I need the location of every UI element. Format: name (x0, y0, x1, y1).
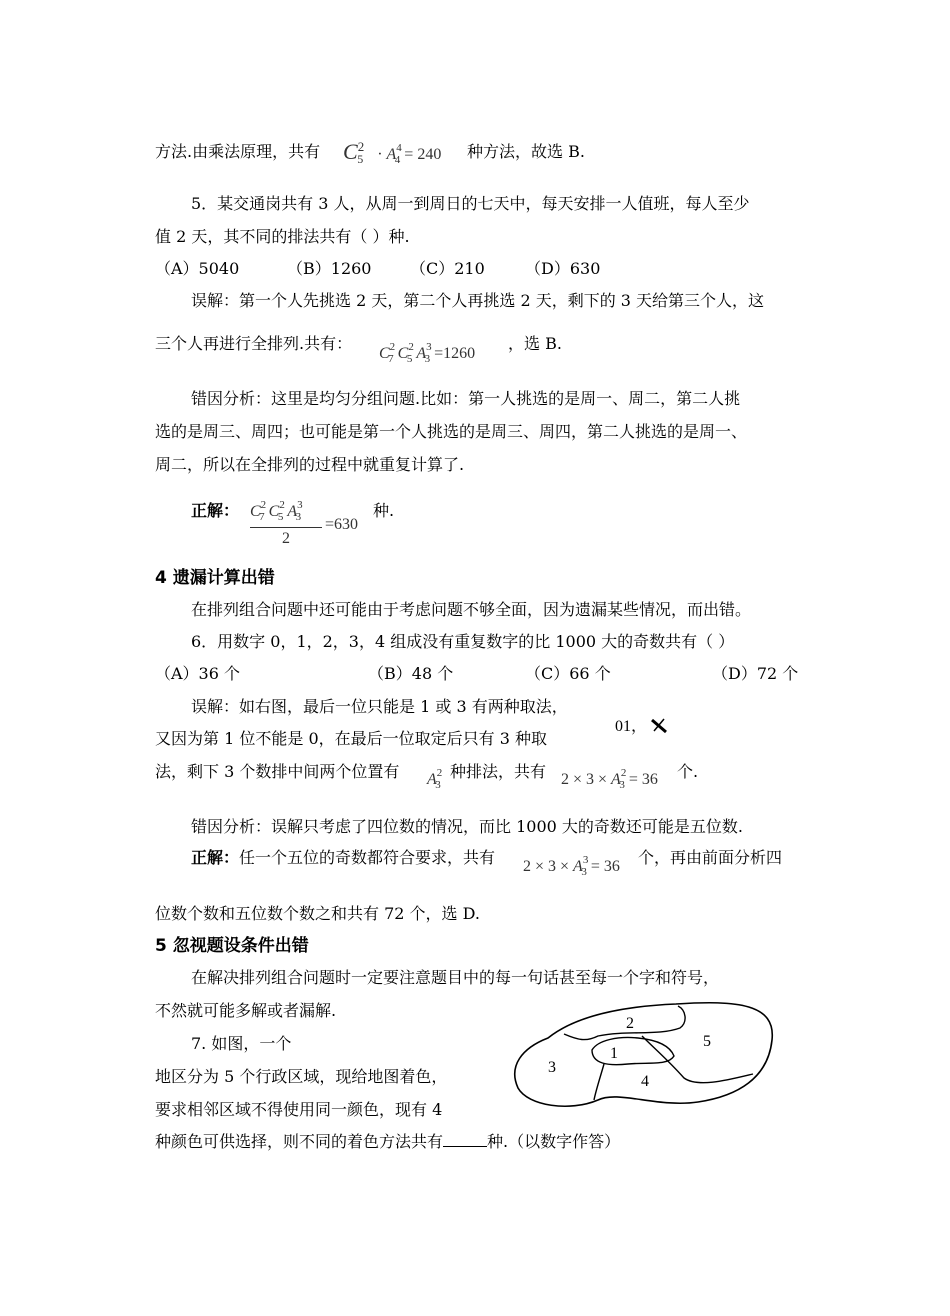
option-d: （D）72 个 (712, 664, 799, 683)
section-5-para-line2: 不然就可能多解或者漏解. (155, 1001, 337, 1020)
paragraph-text: 种颜色可供选择，则不同的着色方法共有 (155, 1132, 444, 1151)
formula-part: 2 × 3 × (561, 771, 608, 788)
section-5-title: 5 忽视题设条件出错 (155, 936, 309, 956)
region-label-3: 3 (548, 1059, 556, 1076)
error-analysis-line2: 选的是周三、周四；也可能是第一个人挑选的是周三、周四，第二人挑选的是周一、 (155, 422, 748, 441)
error-analysis-line1: 错因分析：这里是均匀分组问题.比如：第一人挑选的是周一、周二，第二人挑 (191, 389, 741, 408)
option-a: （A）36 个 (155, 664, 241, 683)
question-5-line1: 5．某交通岗共有 3 人，从周一到周日的七天中，每天安排一人值班，每人至少 (191, 194, 750, 213)
section-5-para-line1: 在解决排列组合问题时一定要注意题目中的每一句话甚至每一个字和符号， (191, 968, 720, 987)
pencil-figure-icon (648, 716, 672, 736)
correct-solution-label: 正解： (191, 501, 240, 520)
paragraph-text: 种.（以数字作答） (487, 1132, 621, 1151)
text-line: 个，再由前面分析四 (638, 848, 783, 867)
option-b: （B）1260 (287, 259, 372, 278)
text-line (155, 142, 320, 162)
formula: $C^2_7$ $C^2_5$ $A^3_3 =1260$ (379, 341, 476, 365)
map-outline (515, 1003, 773, 1106)
formula: $2 \times 3 \times A^3_3 = 36$ (523, 854, 620, 878)
wrong-solution-line1: 误解：如右图，最后一位只能是 1 或 3 有两种取法， (191, 697, 568, 716)
correct-solution-label: 正解： (191, 848, 240, 867)
option-c: （C）210 (410, 259, 485, 278)
text-line: 种排法，共有 (450, 762, 547, 781)
paragraph-text: 方法.由乘法原理，共有 (155, 142, 321, 161)
wrong-solution-line1: 误解：第一个人先挑选 2 天，第二个人再挑选 2 天，剩下的 3 天给第三个人，这 (191, 291, 765, 310)
question-7-line4 (155, 1132, 620, 1152)
text-line (467, 142, 585, 162)
question-5-line2: 值 2 天，其不同的排法共有（ ）种. (155, 227, 410, 246)
wrong-solution-line3-text: 法，剩下 3 个数排中间两个位置有 (155, 762, 400, 781)
option-a: （A）5040 (155, 259, 240, 278)
region-label-4: 4 (641, 1073, 649, 1090)
region-boundary (594, 1064, 604, 1100)
wrong-solution-line2-text: 三个人再进行全排列.共有： (155, 334, 353, 353)
question-7-line2: 地区分为 5 个行政区域，现给地图着色， (155, 1067, 448, 1086)
question-6: 6．用数字 0，1，2，3，4 组成没有重复数字的比 1000 大的奇数共有（ ） (191, 632, 735, 651)
text-line: 个. (677, 762, 699, 781)
question-7-line3: 要求相邻区域不得使用同一颜色，现有 4 (155, 1100, 443, 1119)
formula-result: = 36 (590, 858, 620, 875)
section-4-intro: 在排列组合问题中还可能由于考虑问题不够全面，因为遗漏某些情况，而出错。 (191, 600, 752, 619)
paragraph-text: 任一个五位的奇数都符合要求，共有 (239, 848, 496, 867)
formula-result: = 36 (628, 771, 658, 788)
denominator: 2 (282, 530, 290, 547)
region-label-2: 2 (626, 1015, 634, 1032)
region-boundary (564, 1006, 685, 1040)
formula: $C^2_5 \cdot A^4_4 = 240$ (343, 139, 442, 166)
region-map-figure (508, 1000, 780, 1112)
option-c: （C）66 个 (525, 664, 611, 683)
region-boundary (592, 1038, 674, 1065)
formula: $2 \times 3 \times A^2_3 = 36$ (561, 767, 658, 791)
formula-result: =630 (325, 516, 359, 533)
question-7-line1: 7. 如图，一个 (191, 1034, 292, 1053)
formula-part: 2 × 3 × (523, 858, 570, 875)
correct-solution-line1 (191, 848, 495, 868)
fraction-formula: $C^2_7$ $C^2_5$ $A^3_3$ 2 (250, 502, 322, 550)
text-line: 种. (373, 501, 395, 520)
text-line: ，选 B. (508, 334, 562, 353)
answer-blank (443, 1132, 487, 1147)
region-label-1: 1 (610, 1045, 618, 1062)
formula-result: = 240 (404, 146, 442, 163)
error-analysis: 错因分析：误解只考虑了四位数的情况，而比 1000 大的奇数还可能是五位数. (191, 817, 743, 836)
error-analysis-line3: 周二，所以在全排列的过程中就重复计算了. (155, 455, 465, 474)
paragraph-text: 种方法，故选 B. (467, 142, 585, 161)
correct-solution-line2: 位数个数和五位数个数之和共有 72 个，选 D. (155, 904, 480, 923)
wrong-solution-line2: 又因为第 1 位不能是 0，在最后一位取定后只有 3 种取 (155, 729, 547, 748)
formula-result: =1260 (434, 345, 476, 362)
section-4-title: 4 遗漏计算出错 (155, 568, 275, 588)
option-d: （D）630 (525, 259, 601, 278)
formula: $A^2_3$ (427, 767, 443, 791)
option-b: （B）48 个 (368, 664, 454, 683)
region-label-5: 5 (703, 1033, 711, 1050)
figure-label: 01， (615, 718, 648, 735)
